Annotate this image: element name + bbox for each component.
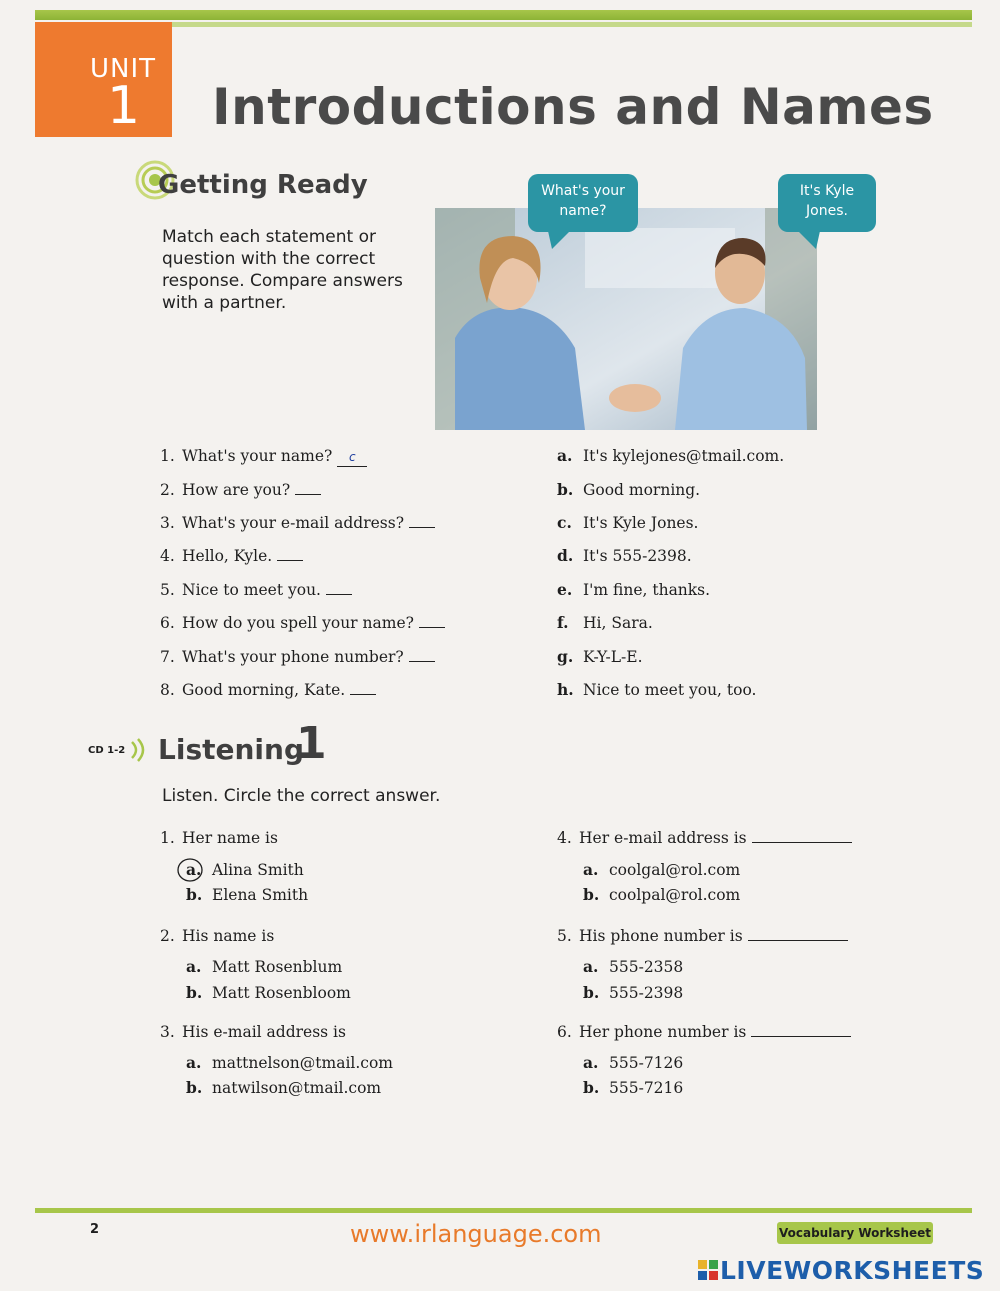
listening-question-3 [160,1022,346,1042]
option-text: Alina Smith [212,861,304,879]
option-letter: a. [186,1053,202,1072]
option-letter: a. [583,860,599,879]
listening-instructions: Listen. Circle the correct answer. [162,786,441,806]
listening-question-1 [160,828,278,848]
handshake-photo [435,208,817,430]
question-text: Hello, Kyle. [182,547,273,565]
website-link[interactable]: www.irlanguage.com [350,1220,602,1248]
bubble-line: What's your [541,183,625,199]
option-text: Elena Smith [212,886,309,904]
option-letter: b. [583,983,600,1002]
response-f [557,613,653,633]
question-text: How are you? [182,481,291,499]
bubble-line: Jones. [806,203,848,219]
response-text: K-Y-L-E. [583,648,643,666]
question-number: 2. [160,481,175,499]
question-number: 8. [160,681,175,699]
answer-circle-mark [176,857,204,883]
bubble-tail-left [548,231,570,249]
answer-input[interactable]: c [337,452,367,467]
question-text: What's your e-mail address? [182,514,405,532]
question-5 [160,580,352,600]
answer-input[interactable] [277,546,303,561]
question-number: 3. [160,1023,175,1041]
question-number: 5. [160,581,175,599]
listening-number: 1 [296,718,327,769]
bubble-line: It's Kyle [799,183,855,199]
top-green-bar [35,10,972,20]
option-3a[interactable] [186,1053,393,1073]
response-d [557,546,692,566]
audio-wave-icon [128,736,152,764]
question-text: How do you spell your name? [182,614,414,632]
question-prompt: Her e-mail address is [579,829,747,847]
question-8 [160,680,376,700]
unit-number: 1 [107,76,141,136]
option-text: natwilson@tmail.com [212,1079,382,1097]
option-text: 555-2358 [609,958,684,976]
answer-input[interactable] [350,680,376,695]
response-a [557,446,784,466]
question-number: 4. [160,547,175,565]
question-number: 6. [557,1023,572,1041]
question-number: 1. [160,447,175,465]
option-6b[interactable] [583,1078,683,1098]
answer-input[interactable] [419,613,445,628]
question-number: 4. [557,829,572,847]
option-text: 555-2398 [609,984,684,1002]
option-text: Matt Rosenblum [212,958,343,976]
response-letter: g. [557,647,574,666]
question-number: 3. [160,514,175,532]
question-number: 5. [557,927,572,945]
question-prompt: Her phone number is [579,1023,747,1041]
unit-word: UNIT [90,54,157,84]
option-letter: b. [186,1078,203,1097]
bubble-line: name? [559,203,607,219]
option-4b[interactable] [583,885,740,905]
response-h [557,680,756,700]
question-2 [160,480,321,500]
option-letter: a. [583,957,599,976]
response-c [557,513,698,533]
option-letter: b. [186,983,203,1002]
answer-input[interactable] [326,580,352,595]
option-text: 555-7216 [609,1079,684,1097]
option-letter: a. [583,1053,599,1072]
listening-question-6 [557,1022,851,1042]
response-text: It's Kyle Jones. [583,514,699,532]
response-text: Hi, Sara. [583,614,653,632]
option-text: 555-7126 [609,1054,684,1072]
response-letter: d. [557,546,574,565]
option-text: coolgal@rol.com [609,861,741,879]
question-text: What's your name? [182,447,333,465]
response-text: Nice to meet you, too. [583,681,757,699]
question-4 [160,546,303,566]
vocabulary-worksheet-tab: Vocabulary Worksheet [777,1222,933,1244]
question-number: 2. [160,927,175,945]
question-prompt: His phone number is [579,927,743,945]
response-letter: e. [557,580,573,599]
option-text: coolpal@rol.com [609,886,741,904]
question-prompt: His name is [182,927,275,945]
instruction-line: question with the correct [162,249,376,269]
response-g [557,647,643,667]
response-letter: h. [557,680,574,699]
listening-title: Listening [158,733,304,766]
question-prompt: Her name is [182,829,278,847]
cd-track-label: CD 1-2 [88,745,126,756]
instruction-line: response. Compare answers [162,271,403,291]
question-number: 1. [160,829,175,847]
option-letter: b. [583,1078,600,1097]
page-number: 2 [90,1222,100,1237]
option-2a[interactable] [186,957,342,977]
response-b [557,480,700,500]
response-e [557,580,710,600]
page-title: Introductions and Names [212,78,934,136]
listening-question-2 [160,926,274,946]
response-letter: b. [557,480,574,499]
question-text: What's your phone number? [182,648,404,666]
liveworksheets-brand: LIVEWORKSHEETS [720,1256,985,1285]
option-5b[interactable] [583,983,683,1003]
option-3b[interactable] [186,1078,381,1098]
response-letter: a. [557,446,573,465]
question-text: Nice to meet you. [182,581,321,599]
getting-ready-title: Getting Ready [158,170,368,200]
bottom-green-bar [35,1208,972,1213]
answer-blank[interactable] [752,828,852,843]
question-prompt: His e-mail address is [182,1023,346,1041]
response-text: It's 555-2398. [583,547,692,565]
option-5a[interactable] [583,957,683,977]
answer-blank[interactable] [748,926,848,941]
listening-question-4 [557,828,852,848]
question-7 [160,647,435,667]
option-letter: b. [186,885,203,904]
liveworksheets-logo-icon [698,1260,718,1284]
option-letter: a. [186,957,202,976]
answer-input[interactable] [409,513,435,528]
bubble-tail-right [798,231,820,249]
question-text: Good morning, Kate. [182,681,346,699]
listening-question-5 [557,926,848,946]
option-4a[interactable] [583,860,740,880]
response-letter: c. [557,513,572,532]
response-text: I'm fine, thanks. [583,581,711,599]
instruction-line: with a partner. [162,293,287,313]
option-letter: b. [583,885,600,904]
response-text: Good morning. [583,481,701,499]
speech-bubble-left [528,174,638,232]
instruction-line: Match each statement or [162,227,376,247]
top-green-bar-light [35,22,972,27]
answer-blank[interactable] [751,1022,851,1037]
response-text: It's kylejones@tmail.com. [583,447,785,465]
option-text: mattnelson@tmail.com [212,1054,393,1072]
option-6a[interactable] [583,1053,683,1073]
getting-ready-instructions [162,226,403,314]
response-letter: f. [557,613,569,632]
option-letter: a. [186,860,202,879]
question-3 [160,513,435,533]
question-6 [160,613,445,633]
option-text: Matt Rosenbloom [212,984,351,1002]
speech-bubble-right [778,174,876,232]
question-1 [160,446,367,467]
option-2b[interactable] [186,983,351,1003]
option-1b[interactable] [186,885,308,905]
question-number: 6. [160,614,175,632]
question-number: 7. [160,648,175,666]
answer-input[interactable] [409,647,435,662]
answer-input[interactable] [295,480,321,495]
